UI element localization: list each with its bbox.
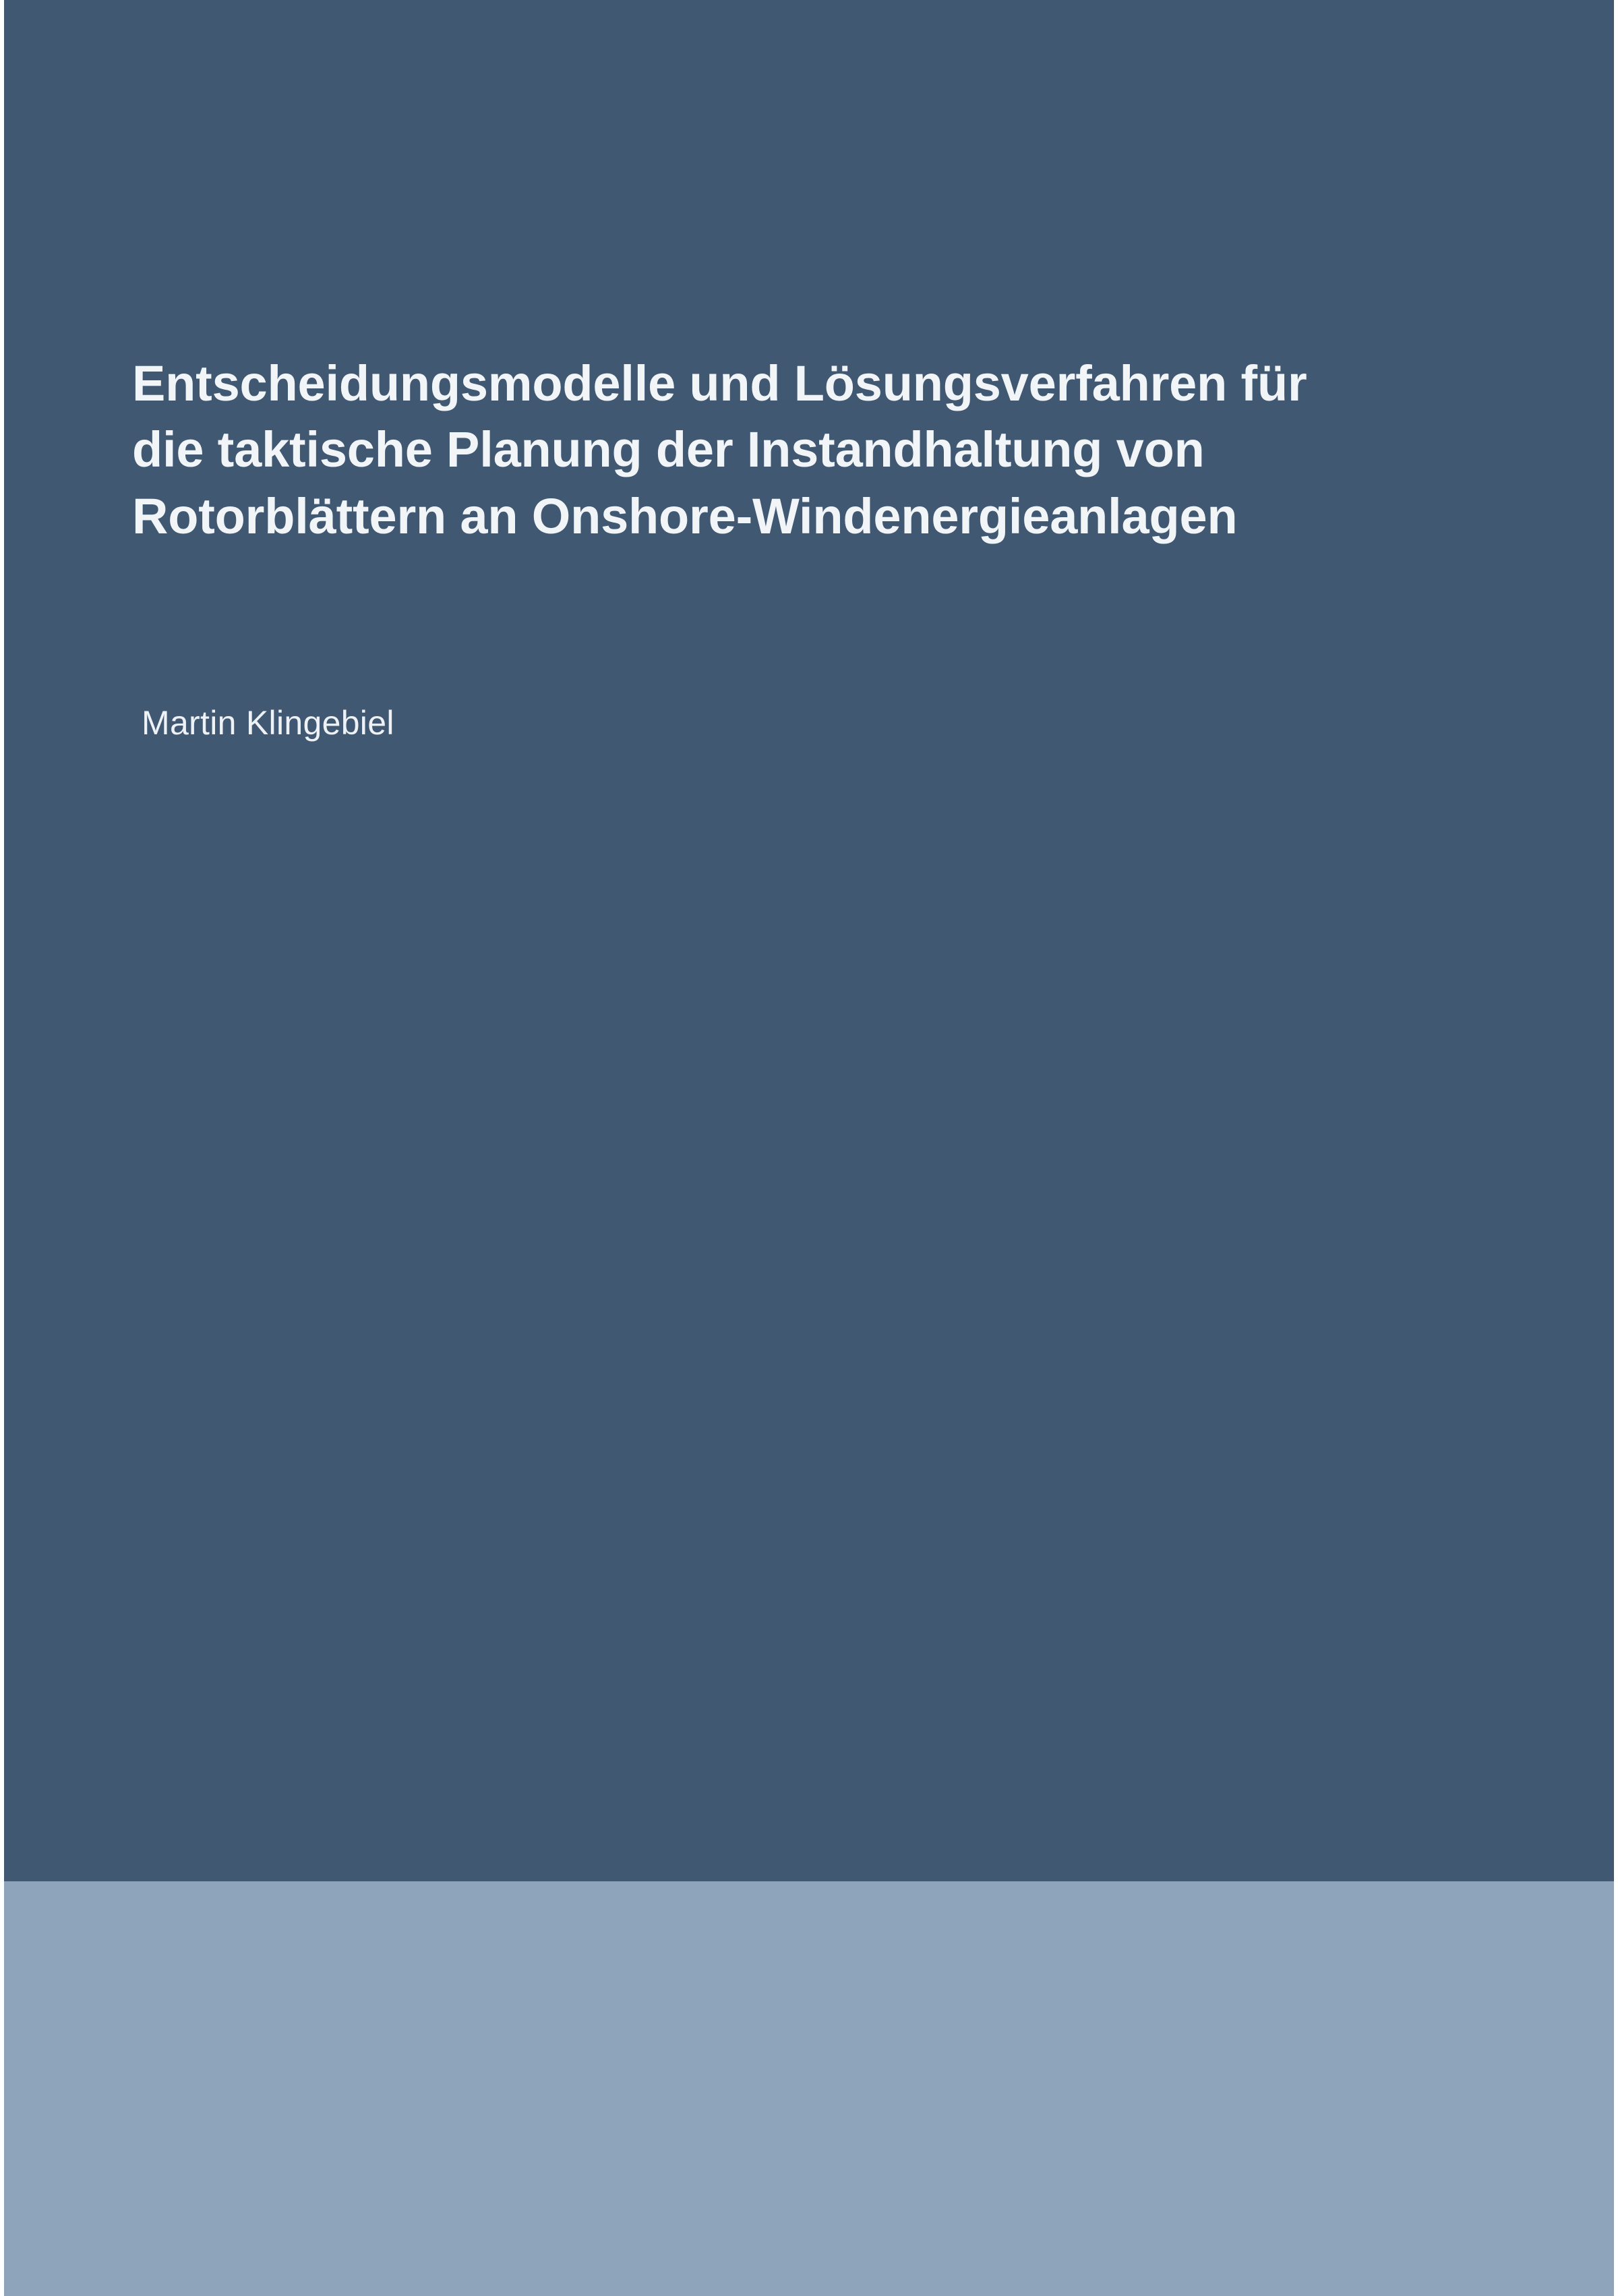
cover-left-margin xyxy=(0,0,4,2296)
author-name: Martin Klingebiel xyxy=(142,704,394,742)
title-block xyxy=(132,351,1373,550)
page-title: Entscheidungsmodelle und Lösungsverfahren für die taktische Planung der Instandhaltung von Rotorblättern an Onshore-Windenergieanlagen xyxy=(132,355,1307,544)
cover-right-margin xyxy=(1614,0,1618,2296)
author-block xyxy=(142,701,1355,745)
cover-bottom-panel xyxy=(0,1881,1618,2296)
